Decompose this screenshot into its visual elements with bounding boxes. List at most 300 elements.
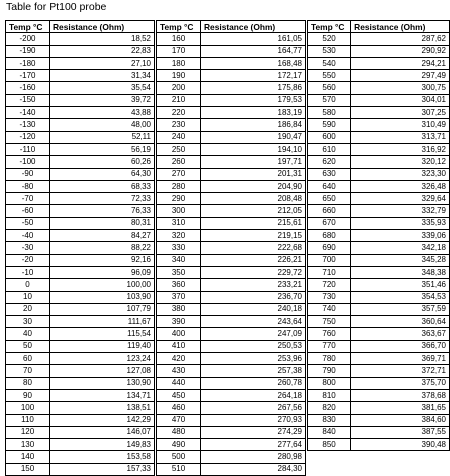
resistance-cell: 332,79	[351, 205, 450, 217]
table-row	[157, 119, 306, 131]
temp-cell: 730	[308, 291, 351, 303]
resistance-cell: 138,51	[50, 402, 155, 414]
table-row	[6, 328, 155, 340]
temp-cell: 420	[157, 353, 201, 365]
resistance-cell: 287,62	[351, 33, 450, 45]
table-row	[308, 205, 450, 217]
temp-cell: 180	[157, 57, 201, 69]
resistance-cell: 92,16	[50, 254, 155, 266]
temp-cell: 260	[157, 156, 201, 168]
table-row	[6, 377, 155, 389]
table-row	[308, 426, 450, 438]
resistance-cell: 153,58	[50, 451, 155, 463]
resistance-cell: 326,48	[351, 180, 450, 192]
temp-cell: 70	[6, 365, 50, 377]
resistance-cell: 226,21	[201, 254, 306, 266]
temp-cell: 520	[308, 33, 351, 45]
temp-cell: 580	[308, 107, 351, 119]
resistance-cell: 208,48	[201, 193, 306, 205]
temp-cell: 690	[308, 242, 351, 254]
table-row	[308, 107, 450, 119]
table-row	[157, 340, 306, 352]
resistance-cell: 172,17	[201, 70, 306, 82]
table-row	[6, 82, 155, 94]
temp-cell: -180	[6, 57, 50, 69]
resistance-cell: 215,61	[201, 217, 306, 229]
table-row	[6, 266, 155, 278]
resistance-cell: 375,70	[351, 377, 450, 389]
temp-cell: 780	[308, 353, 351, 365]
temp-cell: -200	[6, 33, 50, 45]
table-row	[157, 389, 306, 401]
resistance-cell: 76,33	[50, 205, 155, 217]
table-row	[157, 463, 306, 475]
temp-cell: 20	[6, 303, 50, 315]
resistance-cell: 270,93	[201, 414, 306, 426]
resistance-cell: 219,15	[201, 230, 306, 242]
table-row	[308, 254, 450, 266]
temp-cell: -160	[6, 82, 50, 94]
temp-cell: 850	[308, 439, 351, 451]
resistance-cell: 39,72	[50, 94, 155, 106]
resistance-cell: 204,90	[201, 180, 306, 192]
table-row	[157, 451, 306, 463]
table-row	[157, 57, 306, 69]
table-row	[157, 82, 306, 94]
temp-cell: -170	[6, 70, 50, 82]
temp-cell: -120	[6, 131, 50, 143]
column-header-temp: Temp °C	[308, 21, 351, 33]
table-row	[308, 389, 450, 401]
temp-cell: 220	[157, 107, 201, 119]
resistance-cell: 260,78	[201, 377, 306, 389]
resistance-cell: 366,70	[351, 340, 450, 352]
table-row	[6, 45, 155, 57]
resistance-cell: 201,31	[201, 168, 306, 180]
temp-cell: 360	[157, 279, 201, 291]
temp-cell: 100	[6, 402, 50, 414]
temp-cell: 30	[6, 316, 50, 328]
table-row	[308, 340, 450, 352]
table-row	[6, 291, 155, 303]
resistance-cell: 157,33	[50, 463, 155, 475]
table-row	[308, 168, 450, 180]
table-row	[308, 353, 450, 365]
temp-cell: 810	[308, 389, 351, 401]
table-row	[308, 193, 450, 205]
resistance-cell: 80,31	[50, 217, 155, 229]
table-row	[157, 33, 306, 45]
temp-cell: 610	[308, 143, 351, 155]
table-row	[157, 230, 306, 242]
table-row	[6, 451, 155, 463]
table-row	[6, 107, 155, 119]
temp-cell: 480	[157, 426, 201, 438]
resistance-cell: 60,26	[50, 156, 155, 168]
table-row	[308, 217, 450, 229]
temp-cell: 370	[157, 291, 201, 303]
table-body	[157, 33, 306, 476]
table-row	[308, 70, 450, 82]
resistance-cell: 115,54	[50, 328, 155, 340]
resistance-cell: 351,46	[351, 279, 450, 291]
resistance-cell: 316,92	[351, 143, 450, 155]
temp-cell: 0	[6, 279, 50, 291]
temp-cell: -30	[6, 242, 50, 254]
resistance-cell: 119,40	[50, 340, 155, 352]
resistance-cell: 194,10	[201, 143, 306, 155]
resistance-cell: 390,48	[351, 439, 450, 451]
table-row	[6, 279, 155, 291]
temp-cell: 570	[308, 94, 351, 106]
resistance-cell: 52,11	[50, 131, 155, 143]
temp-cell: 830	[308, 414, 351, 426]
resistance-cell: 96,09	[50, 266, 155, 278]
resistance-cell: 183,19	[201, 107, 306, 119]
table-row	[157, 377, 306, 389]
temp-cell: -110	[6, 143, 50, 155]
resistance-cell: 88,22	[50, 242, 155, 254]
page-title: Table for Pt100 probe	[6, 1, 107, 13]
resistance-cell: 345,28	[351, 254, 450, 266]
resistance-cell: 243,64	[201, 316, 306, 328]
resistance-cell: 360,64	[351, 316, 450, 328]
table-row	[6, 463, 155, 475]
table-row	[6, 70, 155, 82]
resistance-cell: 168,48	[201, 57, 306, 69]
temp-cell: 400	[157, 328, 201, 340]
table-row	[6, 143, 155, 155]
temp-cell: -10	[6, 266, 50, 278]
table-row	[308, 402, 450, 414]
table-row	[157, 414, 306, 426]
resistance-cell: 72,33	[50, 193, 155, 205]
temp-cell: 170	[157, 45, 201, 57]
temp-cell: 190	[157, 70, 201, 82]
resistance-cell: 329,64	[351, 193, 450, 205]
resistance-cell: 111,67	[50, 316, 155, 328]
column-header-resistance: Resistance (Ohm)	[201, 21, 306, 33]
table-row	[308, 180, 450, 192]
column-header-resistance: Resistance (Ohm)	[351, 21, 450, 33]
table-row	[308, 291, 450, 303]
temp-cell: 770	[308, 340, 351, 352]
resistance-cell: 43,88	[50, 107, 155, 119]
resistance-cell: 304,01	[351, 94, 450, 106]
table-row	[308, 119, 450, 131]
table-row	[157, 70, 306, 82]
resistance-cell: 277,64	[201, 439, 306, 451]
temp-cell: 760	[308, 328, 351, 340]
temp-cell: 790	[308, 365, 351, 377]
resistance-cell: 335,93	[351, 217, 450, 229]
pt100-table-1	[5, 20, 155, 476]
temp-cell: -20	[6, 254, 50, 266]
temp-cell: 250	[157, 143, 201, 155]
resistance-cell: 22,83	[50, 45, 155, 57]
table-row	[6, 365, 155, 377]
resistance-cell: 186,84	[201, 119, 306, 131]
temp-cell: 430	[157, 365, 201, 377]
column-header-temp: Temp °C	[6, 21, 50, 33]
temp-cell: 290	[157, 193, 201, 205]
resistance-cell: 384,60	[351, 414, 450, 426]
temp-cell: 440	[157, 377, 201, 389]
table-row	[308, 266, 450, 278]
temp-cell: 350	[157, 266, 201, 278]
resistance-cell: 146,07	[50, 426, 155, 438]
temp-cell: 510	[157, 463, 201, 475]
resistance-cell: 240,18	[201, 303, 306, 315]
table-row	[6, 33, 155, 45]
table-row	[6, 402, 155, 414]
table-row	[6, 242, 155, 254]
table-row	[6, 217, 155, 229]
temp-cell: 530	[308, 45, 351, 57]
table-row	[308, 328, 450, 340]
temp-cell: 270	[157, 168, 201, 180]
resistance-cell: 107,79	[50, 303, 155, 315]
table-row	[308, 439, 450, 451]
temp-cell: 650	[308, 193, 351, 205]
temp-cell: 120	[6, 426, 50, 438]
temp-cell: 160	[157, 33, 201, 45]
resistance-cell: 175,86	[201, 82, 306, 94]
temp-cell: 130	[6, 439, 50, 451]
table-row	[157, 168, 306, 180]
temp-cell: 110	[6, 414, 50, 426]
resistance-cell: 369,71	[351, 353, 450, 365]
temp-cell: 310	[157, 217, 201, 229]
resistance-cell: 48,00	[50, 119, 155, 131]
resistance-cell: 64,30	[50, 168, 155, 180]
temp-cell: 330	[157, 242, 201, 254]
temp-cell: -60	[6, 205, 50, 217]
resistance-cell: 378,68	[351, 389, 450, 401]
temp-cell: 450	[157, 389, 201, 401]
resistance-cell: 300,75	[351, 82, 450, 94]
resistance-cell: 297,49	[351, 70, 450, 82]
resistance-cell: 264,18	[201, 389, 306, 401]
table-row	[6, 353, 155, 365]
temp-cell: 470	[157, 414, 201, 426]
table-body	[6, 33, 155, 476]
temp-cell: 280	[157, 180, 201, 192]
table-row	[157, 156, 306, 168]
table-row	[157, 254, 306, 266]
column-header-resistance: Resistance (Ohm)	[50, 21, 155, 33]
temp-cell: 230	[157, 119, 201, 131]
table-row	[308, 131, 450, 143]
table-row	[157, 205, 306, 217]
table-row	[157, 439, 306, 451]
temp-cell: 40	[6, 328, 50, 340]
resistance-cell: 142,29	[50, 414, 155, 426]
temp-cell: 640	[308, 180, 351, 192]
table-row	[308, 143, 450, 155]
table-row	[157, 266, 306, 278]
temp-cell: 60	[6, 353, 50, 365]
resistance-cell: 307,25	[351, 107, 450, 119]
resistance-cell: 257,38	[201, 365, 306, 377]
resistance-cell: 357,59	[351, 303, 450, 315]
resistance-cell: 103,90	[50, 291, 155, 303]
resistance-cell: 27,10	[50, 57, 155, 69]
table-row	[6, 119, 155, 131]
temp-cell: 720	[308, 279, 351, 291]
temp-cell: 140	[6, 451, 50, 463]
resistance-cell: 18,52	[50, 33, 155, 45]
pt100-table-3	[307, 20, 450, 451]
resistance-cell: 127,08	[50, 365, 155, 377]
table-row	[157, 193, 306, 205]
resistance-cell: 354,53	[351, 291, 450, 303]
table-row	[6, 156, 155, 168]
temp-cell: 710	[308, 266, 351, 278]
table-row	[157, 217, 306, 229]
table-row	[157, 279, 306, 291]
temp-cell: 550	[308, 70, 351, 82]
table-row	[308, 242, 450, 254]
table-row	[6, 439, 155, 451]
table-row	[6, 180, 155, 192]
table-row	[157, 316, 306, 328]
resistance-cell: 35,54	[50, 82, 155, 94]
temp-cell: 740	[308, 303, 351, 315]
table-row	[6, 340, 155, 352]
table-row	[6, 57, 155, 69]
table-row	[6, 205, 155, 217]
resistance-cell: 250,53	[201, 340, 306, 352]
temp-cell: 630	[308, 168, 351, 180]
table-row	[157, 426, 306, 438]
temp-cell: 670	[308, 217, 351, 229]
resistance-cell: 68,33	[50, 180, 155, 192]
temp-cell: 300	[157, 205, 201, 217]
resistance-cell: 310,49	[351, 119, 450, 131]
resistance-cell: 179,53	[201, 94, 306, 106]
resistance-cell: 130,90	[50, 377, 155, 389]
resistance-cell: 387,55	[351, 426, 450, 438]
table-row	[6, 131, 155, 143]
table-row	[308, 365, 450, 377]
table-row	[157, 180, 306, 192]
resistance-cell: 190,47	[201, 131, 306, 143]
temp-cell: 240	[157, 131, 201, 143]
table-row	[308, 230, 450, 242]
temp-cell: 90	[6, 389, 50, 401]
table-row	[6, 303, 155, 315]
temp-cell: -140	[6, 107, 50, 119]
column-header-temp: Temp °C	[157, 21, 201, 33]
temp-cell: -190	[6, 45, 50, 57]
temp-cell: 320	[157, 230, 201, 242]
table-row	[308, 57, 450, 69]
temp-cell: 680	[308, 230, 351, 242]
table-row	[157, 291, 306, 303]
pt100-table-2	[156, 20, 306, 476]
resistance-cell: 161,05	[201, 33, 306, 45]
resistance-cell: 253,96	[201, 353, 306, 365]
table-row	[157, 143, 306, 155]
temp-cell: 410	[157, 340, 201, 352]
temp-cell: -50	[6, 217, 50, 229]
temp-cell: 460	[157, 402, 201, 414]
temp-cell: 500	[157, 451, 201, 463]
temp-cell: 540	[308, 57, 351, 69]
resistance-cell: 290,92	[351, 45, 450, 57]
table-row	[6, 230, 155, 242]
resistance-cell: 274,29	[201, 426, 306, 438]
resistance-cell: 267,56	[201, 402, 306, 414]
table-row	[157, 328, 306, 340]
table-row	[308, 82, 450, 94]
resistance-cell: 123,24	[50, 353, 155, 365]
resistance-cell: 222,68	[201, 242, 306, 254]
temp-cell: 840	[308, 426, 351, 438]
table-row	[6, 168, 155, 180]
table-row	[308, 279, 450, 291]
resistance-cell: 149,83	[50, 439, 155, 451]
table-row	[157, 45, 306, 57]
table-row	[6, 94, 155, 106]
temp-cell: 660	[308, 205, 351, 217]
resistance-cell: 197,71	[201, 156, 306, 168]
temp-cell: -40	[6, 230, 50, 242]
resistance-cell: 381,65	[351, 402, 450, 414]
resistance-cell: 339,06	[351, 230, 450, 242]
temp-cell: 10	[6, 291, 50, 303]
temp-cell: 380	[157, 303, 201, 315]
table-row	[6, 254, 155, 266]
resistance-cell: 294,21	[351, 57, 450, 69]
resistance-cell: 233,21	[201, 279, 306, 291]
table-row	[308, 94, 450, 106]
table-row	[157, 402, 306, 414]
table-row	[308, 303, 450, 315]
temp-cell: -80	[6, 180, 50, 192]
resistance-cell: 236,70	[201, 291, 306, 303]
table-row	[157, 107, 306, 119]
temp-cell: 750	[308, 316, 351, 328]
resistance-cell: 284,30	[201, 463, 306, 475]
table-row	[308, 414, 450, 426]
resistance-cell: 363,67	[351, 328, 450, 340]
table-row	[157, 353, 306, 365]
table-row	[6, 426, 155, 438]
resistance-cell: 134,71	[50, 389, 155, 401]
temp-cell: 150	[6, 463, 50, 475]
table-row	[308, 316, 450, 328]
table-row	[157, 365, 306, 377]
temp-cell: 620	[308, 156, 351, 168]
resistance-cell: 342,18	[351, 242, 450, 254]
table-row	[308, 156, 450, 168]
temp-cell: 600	[308, 131, 351, 143]
resistance-cell: 320,12	[351, 156, 450, 168]
table-row	[6, 389, 155, 401]
temp-cell: -70	[6, 193, 50, 205]
temp-cell: 560	[308, 82, 351, 94]
temp-cell: -100	[6, 156, 50, 168]
table-body	[308, 33, 450, 451]
temp-cell: 80	[6, 377, 50, 389]
resistance-cell: 247,09	[201, 328, 306, 340]
table-row	[157, 94, 306, 106]
resistance-cell: 372,71	[351, 365, 450, 377]
temp-cell: 200	[157, 82, 201, 94]
resistance-cell: 323,30	[351, 168, 450, 180]
